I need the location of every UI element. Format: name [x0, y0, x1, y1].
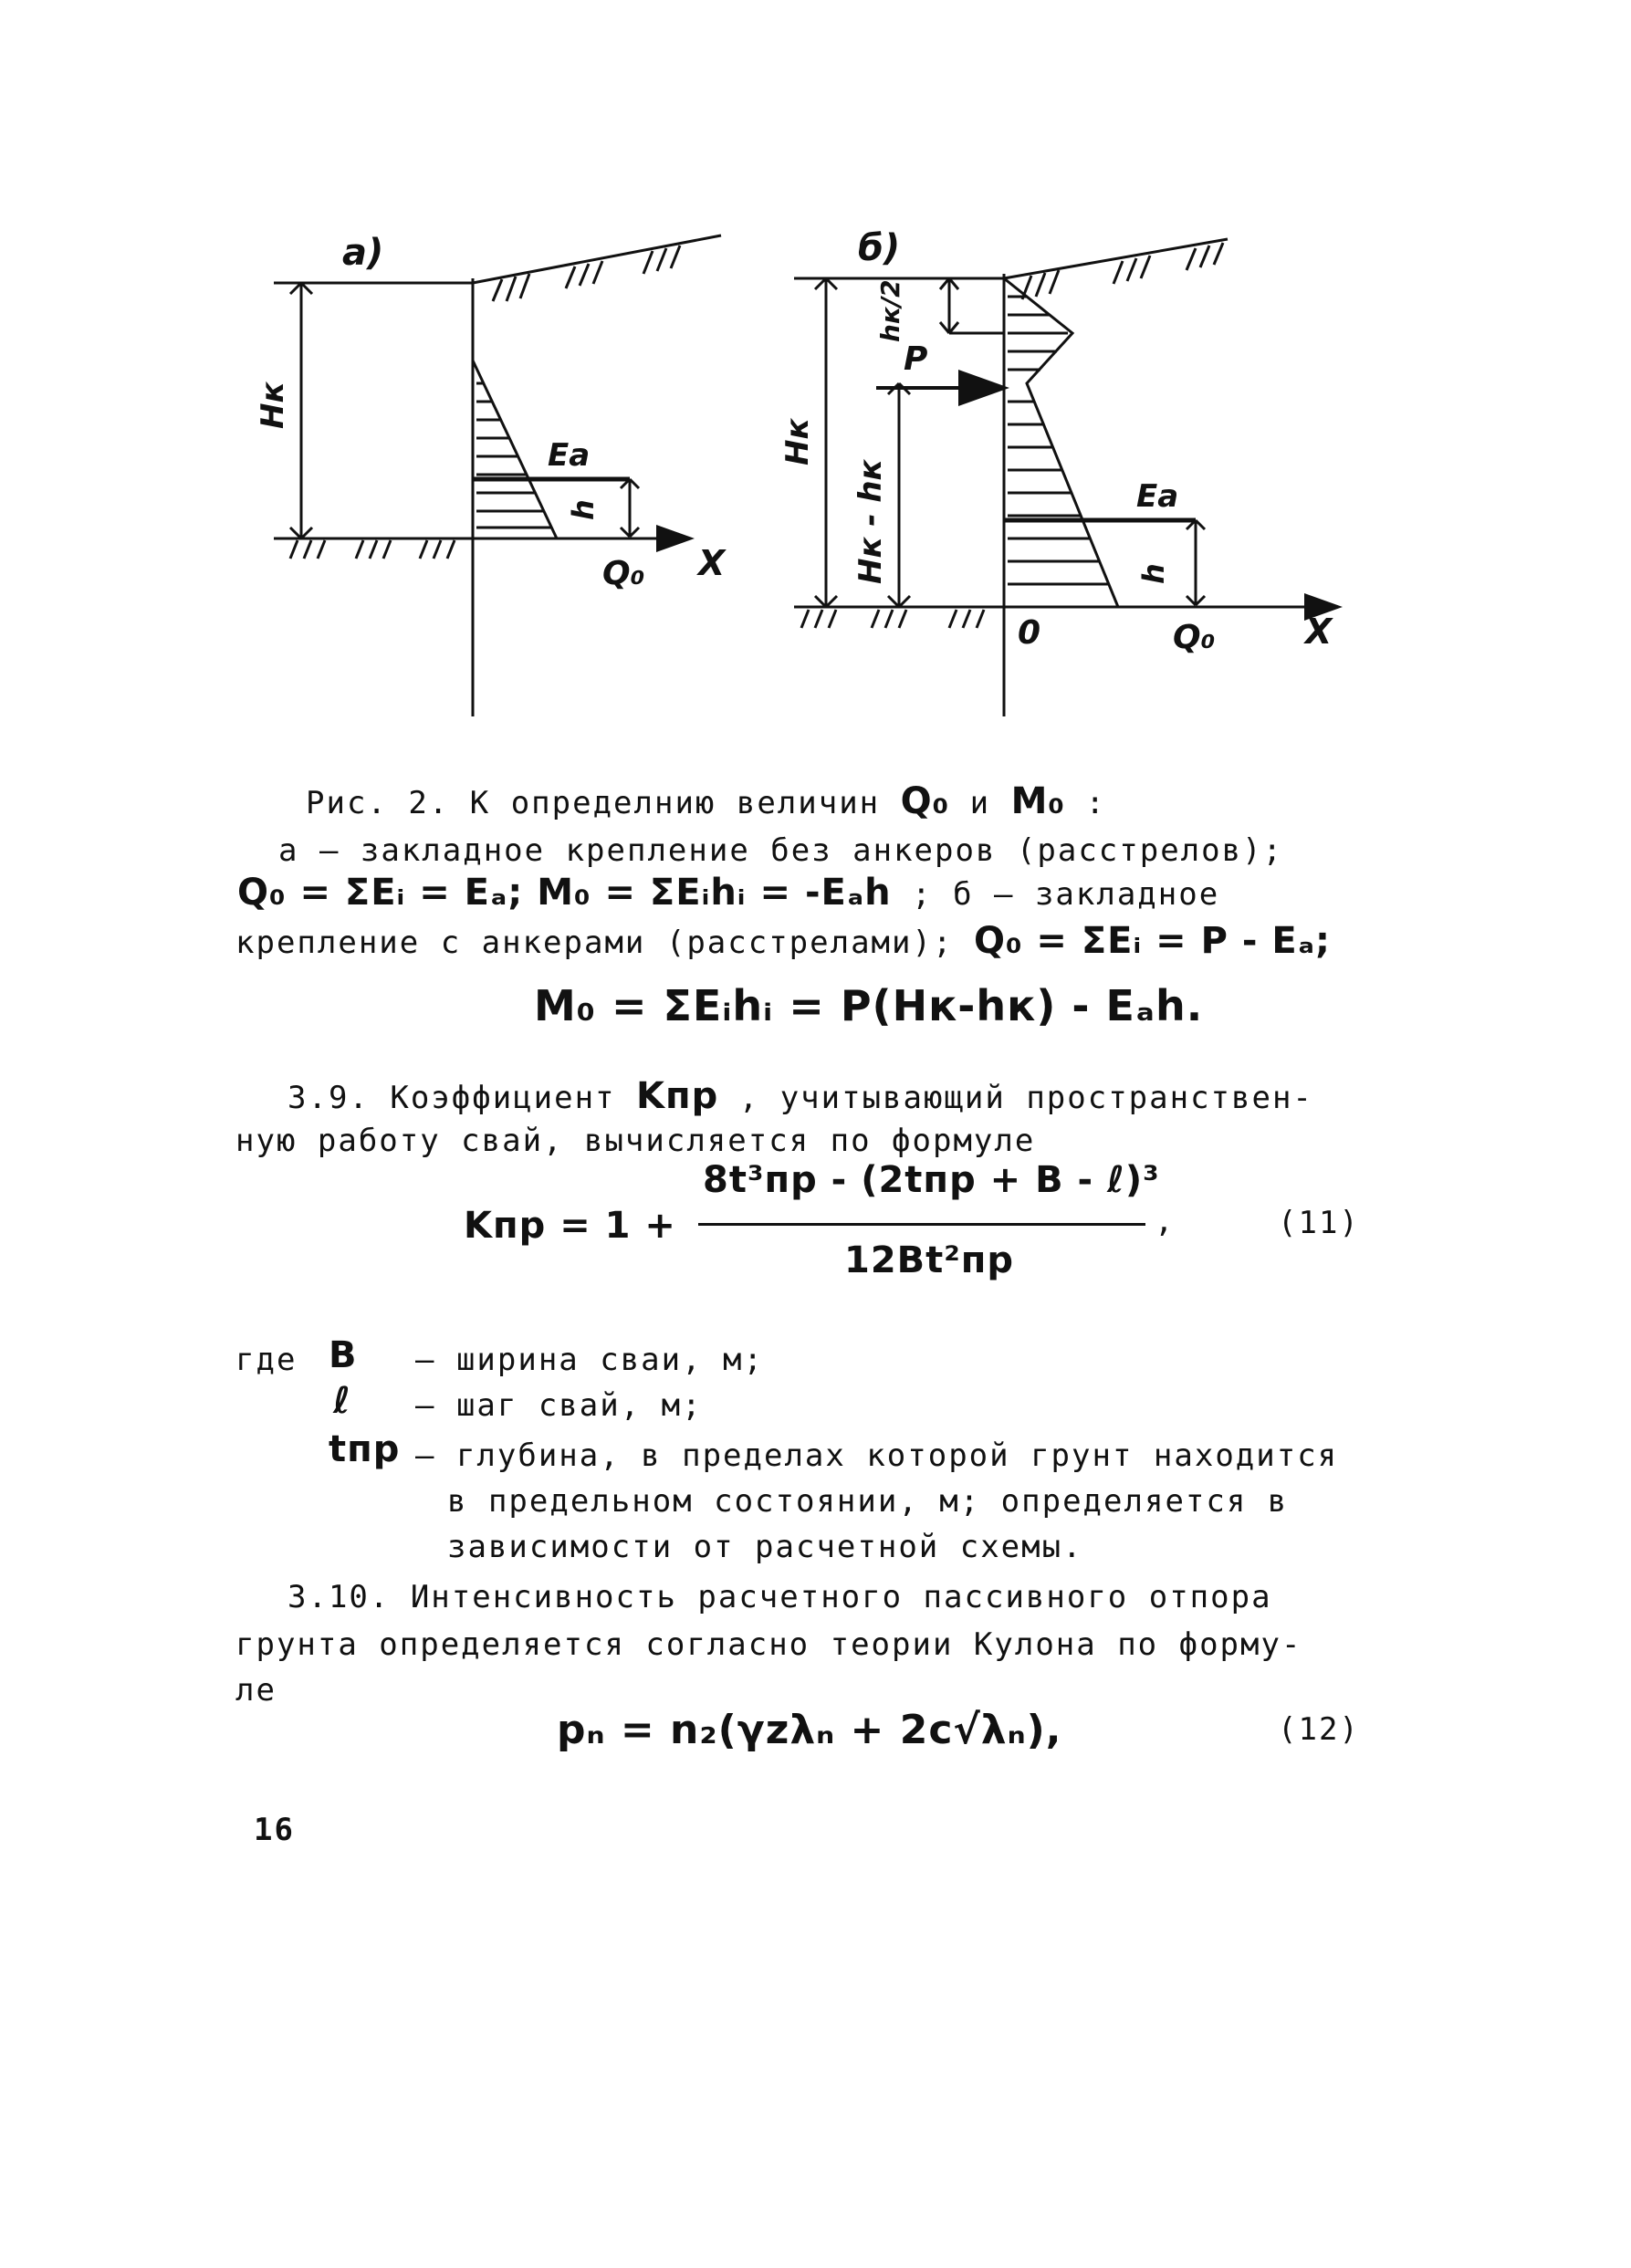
k-symbol: Kпр — [636, 1075, 719, 1117]
formula-11-comma: , — [1155, 1203, 1176, 1239]
formula-12-expr: pₙ = n₂(γzλₙ + 2c√λₙ), — [557, 1707, 1062, 1753]
definition-cont-1: в предельном состоянии, м; определяется в — [447, 1483, 1289, 1520]
panel-b-anchor-label: P — [904, 340, 928, 378]
section-3-10-line-2: грунта определяется согласно теории Кулона по форму- — [235, 1626, 1302, 1663]
caption-formula-c: M₀ = ΣEᵢhᵢ = P(Hк-hк) - Eₐh. — [534, 981, 1204, 1030]
section-3-10-line-3: ле — [235, 1672, 277, 1709]
caption-line-3: Q₀ = ΣEᵢ = Eₐ; M₀ = ΣEᵢhᵢ = -Eₐh ; б – закладное — [237, 872, 1220, 914]
definition-text-l: – шаг свай, м; — [415, 1387, 703, 1424]
panel-a-shear-label: Q₀ — [602, 555, 645, 592]
formula-11-fraction-bar — [698, 1223, 1145, 1226]
formula-12-number: (12) — [1278, 1711, 1360, 1748]
panel-a-axis-label: X — [698, 543, 726, 583]
caption-q0: Q₀ — [900, 780, 950, 822]
panel-b-shear-label: Q₀ — [1173, 619, 1216, 656]
section-3-9-line-1: 3.9. Коэффициент Kпр , учитывающий пространствен- — [288, 1075, 1313, 1117]
caption-line-2: а – закладное крепление без анкеров (расстрелов); — [278, 832, 1284, 869]
panel-a-label: а) — [342, 232, 384, 274]
caption-colon: : — [1085, 785, 1106, 821]
page-number: 16 — [254, 1812, 295, 1848]
panel-b-axis-label: X — [1305, 611, 1333, 652]
definition-cont-2: зависимости от расчетной схемы. — [447, 1529, 1083, 1565]
definitions-where: где — [235, 1342, 298, 1378]
caption-m0: M₀ — [1010, 780, 1065, 822]
caption-and: и — [969, 785, 991, 821]
formula-11-number: (11) — [1278, 1205, 1360, 1241]
panel-b-arm-label: h — [1136, 563, 1171, 584]
panel-b-diff-label: Hк - hк — [852, 459, 889, 584]
caption-line-1: Рис. 2. К определнию величин Q₀ и M₀ : — [306, 780, 1106, 822]
panel-b-origin-label: 0 — [1018, 614, 1041, 652]
definition-symbol-b: B — [329, 1334, 358, 1376]
formula-11-lhs: Kпр = 1 + — [464, 1205, 676, 1247]
panel-a-arm-label: h — [566, 499, 601, 520]
panel-b-half-label: hк/2 — [875, 279, 905, 342]
panel-a-height-label: Hк — [255, 381, 291, 429]
figure-2 — [0, 0, 1631, 748]
panel-a-force-label: Eа — [548, 437, 591, 474]
section-3-10-line-1: 3.10. Интенсивность расчетного пассивного отпора — [288, 1579, 1272, 1615]
panel-b-force-label: Eа — [1136, 478, 1179, 515]
caption-formula-a: Q₀ = ΣEᵢ = Eₐ; M₀ = ΣEᵢhᵢ = -Eₐh — [237, 872, 892, 914]
formula-11-denominator: 12Bt²пр — [844, 1239, 1015, 1281]
caption-formula-b: Q₀ = ΣEᵢ = P - Eₐ; — [973, 920, 1332, 962]
definition-text-b: – ширина сваи, м; — [415, 1342, 764, 1378]
definition-symbol-t: tпр — [329, 1428, 401, 1470]
panel-b-height-label: Hк — [779, 418, 816, 465]
panel-b-label: б) — [858, 227, 901, 269]
caption-line-4: крепление с анкерами (расстрелами); Q₀ = ΣEᵢ = P - Eₐ; — [235, 920, 1332, 962]
section-3-9-line-2: ную работу свай, вычисляется по формуле — [235, 1123, 1036, 1159]
formula-11-numerator: 8t³пр - (2tпр + B - ℓ)³ — [703, 1159, 1160, 1201]
definition-symbol-l: ℓ — [333, 1380, 351, 1422]
definition-text-t: – глубина, в пределах которой грунт находится — [415, 1437, 1339, 1474]
